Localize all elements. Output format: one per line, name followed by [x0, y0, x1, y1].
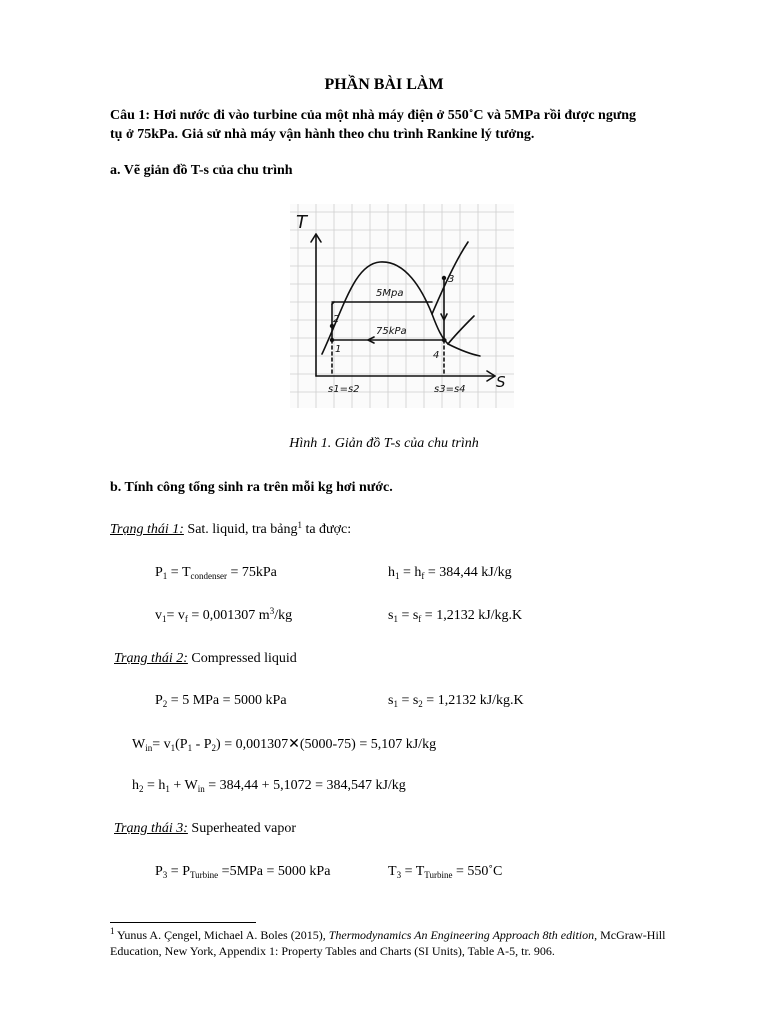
label-5mpa: 5Mpa [376, 288, 404, 299]
s-axis-label: S [496, 373, 506, 391]
figure-caption: Hình 1. Giản đồ T-s của chu trình [289, 436, 479, 451]
footnote-ref: 1 [297, 520, 302, 530]
state-3-pressure: $P_3 = P_{Turbine} =5MPa = 5000$ kPa [155, 864, 331, 880]
state-3-temperature: $T_3 = T_{Turbine}$ = 550˚C [388, 864, 503, 880]
book-title: Thermodynamics An Engineering Approach 8th edition [328, 928, 595, 942]
part-b-heading: b. Tính công tổng sinh ra trên mỗi kg hơi nước. [110, 480, 393, 495]
state-2-heading [114, 651, 297, 667]
state-3-heading [114, 821, 296, 837]
pump-work: $W_{in}= v_1(P_1 - P_2)$ = 0,001307✕(5000-75) = 5,107 kJ/kg [132, 737, 437, 753]
state-1-label: Trạng thái 1: [110, 522, 184, 537]
state-2-desc: Compressed liquid [187, 651, 297, 666]
point-4-marker [442, 338, 446, 342]
state-1-volume: $v_1= v_f = 0,001307$ $m^3/kg$ [155, 606, 293, 624]
ts-diagram [290, 204, 514, 408]
question-line-2: tụ ở 75kPa. Giả sử nhà máy vận hành theo chu trình Rankine lý tưởng. [110, 127, 535, 142]
point-2-label: 2 [333, 314, 340, 325]
state-1-pressure: $P_1 = T_{condenser} = 75kPa$ [155, 565, 277, 581]
point-4-label: 4 [433, 350, 440, 361]
footnote-separator [110, 922, 256, 923]
state-3-label: Trạng thái 3: [114, 821, 188, 836]
state-1-heading [110, 522, 351, 538]
point-1-marker [330, 338, 334, 342]
point-3-marker [442, 276, 446, 280]
part-a-heading: a. Vẽ giản đồ T-s của chu trình [110, 163, 293, 178]
point-1-label: 1 [335, 344, 342, 355]
t-axis-label: T [296, 212, 307, 233]
page-title: PHẦN BÀI LÀM [324, 76, 444, 93]
state-1-desc: Sat. liquid, tra bảng [183, 522, 298, 537]
s12-label: s1=s2 [328, 384, 360, 395]
state-2-label: Trạng thái 2: [114, 651, 188, 666]
s34-label: s3=s4 [434, 384, 466, 395]
multiply-sign: ✕ [288, 737, 300, 752]
state-3-desc: Superheated vapor [187, 821, 296, 836]
footnote: $^1$ Yunus A. Çengel, Michael A. Boles (2015), Thermodynamics An Engineering Approach 8th edition, McGraw-Hill Education, New York, Appendix 1: Property Tables and Charts (SI Units), Table A-5, tr. 906. [110, 926, 666, 958]
state-2-pressure: $P_2 = 5$ MPa = 5000 kPa [155, 693, 287, 709]
state-2-entropy: $s_1 = s_2 = 1,2132$ kJ/kg.K [388, 693, 524, 709]
graph-paper-bg [290, 204, 514, 408]
state-2-enthalpy: $h_2 = h_1 + W_{in} = 384,44 + 5,1072 = 384,547$ kJ/kg [132, 778, 406, 794]
state-1-enthalpy: $h_1 = h_f = 384,44$ kJ/kg [388, 565, 512, 581]
state-1-entropy: $s_1 = s_f = 1,2132$ kJ/kg.K [388, 608, 523, 624]
label-75kpa: 75kPa [376, 326, 407, 337]
question-line-1: Câu 1: Hơi nước đi vào turbine của một nhà máy điện ở 550˚C và 5MPa rồi được ngưng [110, 108, 637, 123]
point-3-label: 3 [448, 274, 455, 285]
state-1-desc-end: ta được: [301, 522, 352, 537]
